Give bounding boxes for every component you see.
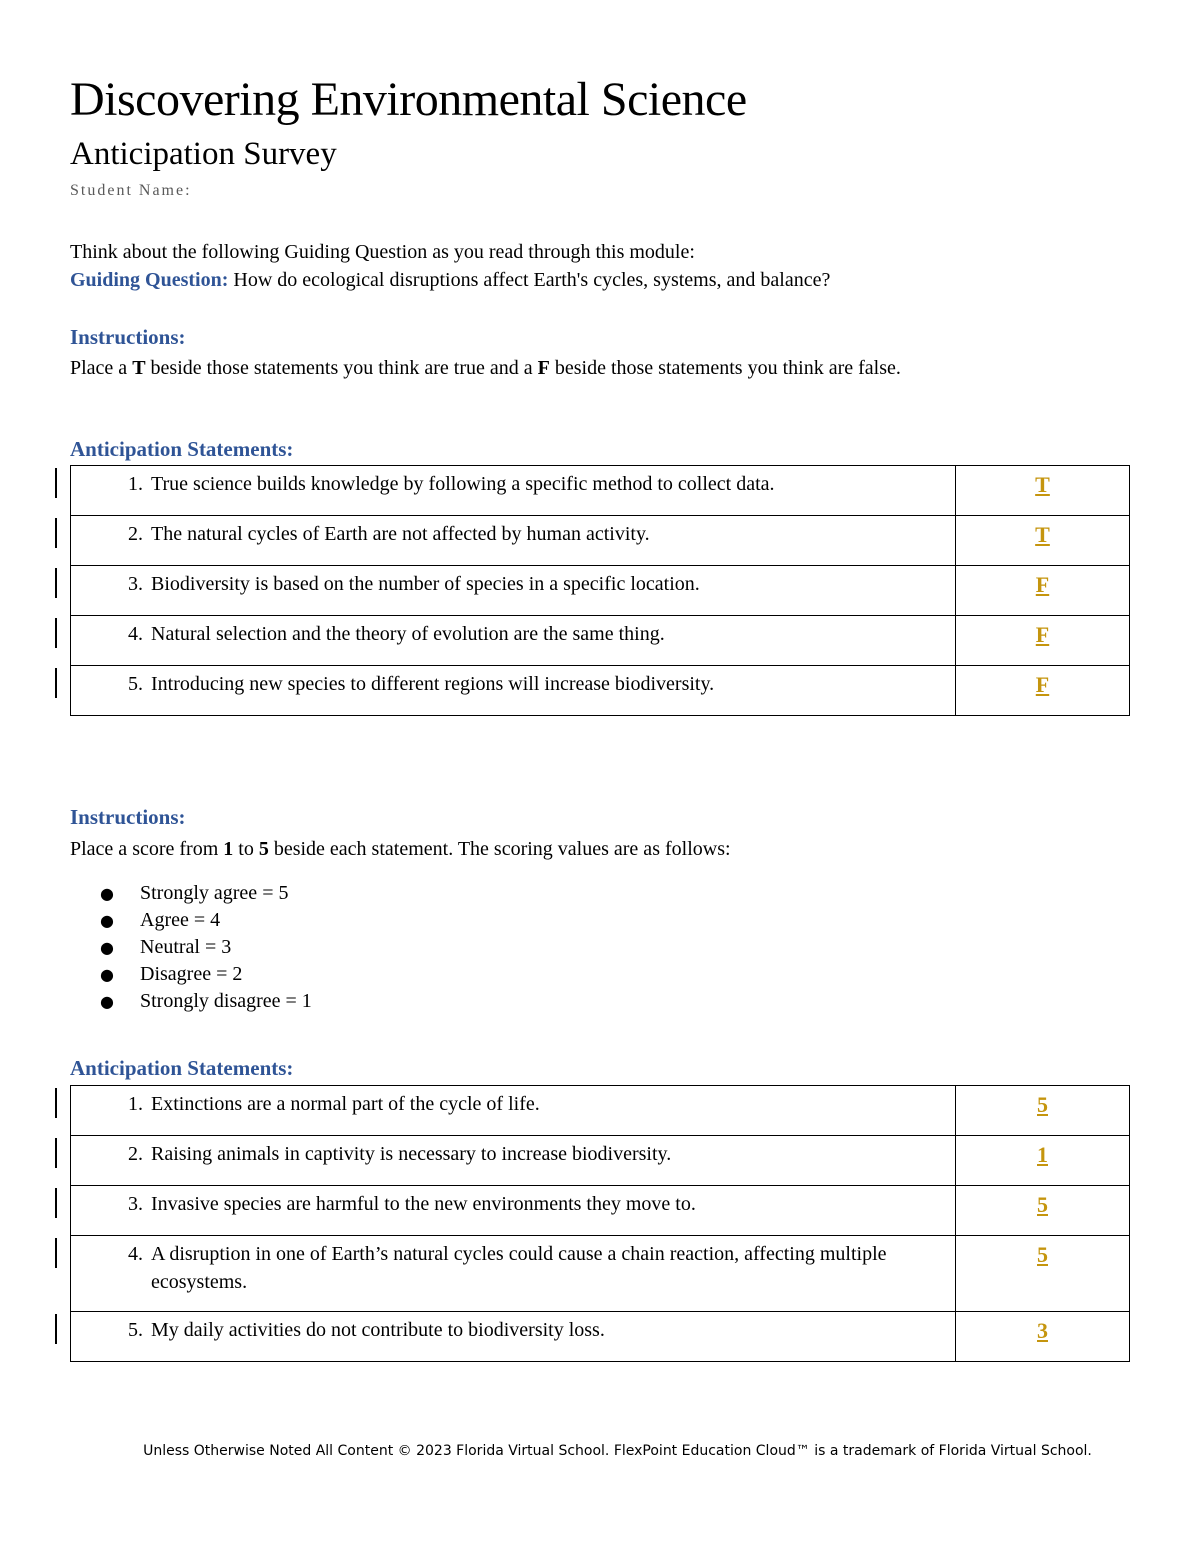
table-row	[71, 566, 1130, 616]
scoring-scale-list	[100, 880, 312, 1015]
change-bar	[55, 668, 57, 698]
row-number: 2.	[128, 523, 143, 545]
statement-text: The natural cycles of Earth are not affected by human activity.	[151, 523, 650, 545]
guiding-question	[70, 266, 830, 294]
change-bar	[55, 1088, 57, 1118]
row-number: 4.	[128, 1243, 143, 1265]
change-bar	[55, 1138, 57, 1168]
bullet-icon: ●	[100, 938, 114, 957]
document-subtitle: Anticipation Survey	[70, 136, 337, 172]
instructions-text-2: Place a score from 1 to 5 beside each statement. The scoring values are as follows:	[70, 838, 731, 860]
list-item: ● Neutral = 3	[100, 934, 312, 961]
statement-text: My daily activities do not contribute to biodiversity loss.	[151, 1319, 605, 1341]
change-bar	[55, 1188, 57, 1218]
statements-heading-1: Anticipation Statements:	[70, 437, 294, 461]
table-row	[71, 666, 1130, 716]
list-item: ● Agree = 4	[100, 907, 312, 934]
statement-text: A disruption in one of Earth’s natural cycles could cause a chain reaction, affecting multiple ecosystems.	[151, 1243, 887, 1293]
bullet-icon: ●	[100, 965, 114, 984]
statement-text: True science builds knowledge by following a specific method to collect data.	[151, 473, 775, 495]
table-row	[71, 466, 1130, 516]
copyright-footer: Unless Otherwise Noted All Content © 2023 Florida Virtual School. FlexPoint Education Cloud™ is a trademark of Florida Virtual School.	[143, 1443, 1092, 1459]
statement-text: Invasive species are harmful to the new environments they move to.	[151, 1193, 696, 1215]
answer-field[interactable]: 3	[1037, 1318, 1048, 1343]
answer-field[interactable]: F	[1035, 672, 1050, 697]
instructions-heading-1: Instructions:	[70, 325, 186, 349]
row-number: 1.	[128, 1093, 143, 1115]
change-bar	[55, 1238, 57, 1268]
answer-field[interactable]: F	[1035, 622, 1050, 647]
statement-text: Raising animals in captivity is necessary to increase biodiversity.	[151, 1143, 672, 1165]
table-row	[71, 516, 1130, 566]
row-number: 1.	[128, 473, 143, 495]
bullet-icon: ●	[100, 911, 114, 930]
table-row	[71, 616, 1130, 666]
guiding-question-label: Guiding Question:	[70, 269, 229, 291]
student-name-label: Student Name:	[70, 182, 192, 199]
statement-text: Introducing new species to different regions will increase biodiversity.	[151, 673, 715, 695]
guiding-intro-line: Think about the following Guiding Question as you read through this module:	[70, 241, 695, 263]
bullet-icon: ●	[100, 884, 114, 903]
table-row	[71, 1236, 1130, 1312]
statements-heading-2: Anticipation Statements:	[70, 1056, 294, 1080]
table-row	[71, 1086, 1130, 1136]
statement-text: Biodiversity is based on the number of species in a specific location.	[151, 573, 700, 595]
answer-field[interactable]: 5	[1037, 1192, 1048, 1217]
answer-field[interactable]: 1	[1037, 1142, 1048, 1167]
change-bar	[55, 1314, 57, 1344]
answer-field[interactable]: 5	[1037, 1092, 1048, 1117]
answer-field[interactable]: F	[1035, 572, 1050, 597]
row-number: 4.	[128, 623, 143, 645]
list-item: ● Disagree = 2	[100, 961, 312, 988]
row-number: 5.	[128, 1319, 143, 1341]
row-number: 3.	[128, 573, 143, 595]
row-number: 3.	[128, 1193, 143, 1215]
statement-text: Extinctions are a normal part of the cycle of life.	[151, 1093, 540, 1115]
list-item: ● Strongly agree = 5	[100, 880, 312, 907]
change-bar	[55, 468, 57, 498]
list-item: ● Strongly disagree = 1	[100, 988, 312, 1015]
instructions-text-1: Place a T beside those statements you think are true and a F beside those statements you think are false.	[70, 357, 901, 379]
answer-field[interactable]: 5	[1037, 1242, 1048, 1267]
statement-text: Natural selection and the theory of evolution are the same thing.	[151, 623, 665, 645]
change-bar	[55, 518, 57, 548]
document-title: Discovering Environmental Science	[70, 73, 747, 126]
table-row	[71, 1312, 1130, 1362]
answer-field[interactable]: T	[1035, 522, 1050, 547]
bullet-icon: ●	[100, 992, 114, 1011]
instructions-heading-2: Instructions:	[70, 805, 186, 829]
change-bar	[55, 618, 57, 648]
table-row	[71, 1186, 1130, 1236]
change-bar	[55, 568, 57, 598]
table-row	[71, 1136, 1130, 1186]
answer-field[interactable]: T	[1035, 472, 1050, 497]
true-false-table	[70, 465, 1130, 716]
rating-table	[70, 1085, 1130, 1362]
guiding-question-text: How do ecological disruptions affect Earth's cycles, systems, and balance?	[228, 269, 831, 291]
row-number: 2.	[128, 1143, 143, 1165]
row-number: 5.	[128, 673, 143, 695]
